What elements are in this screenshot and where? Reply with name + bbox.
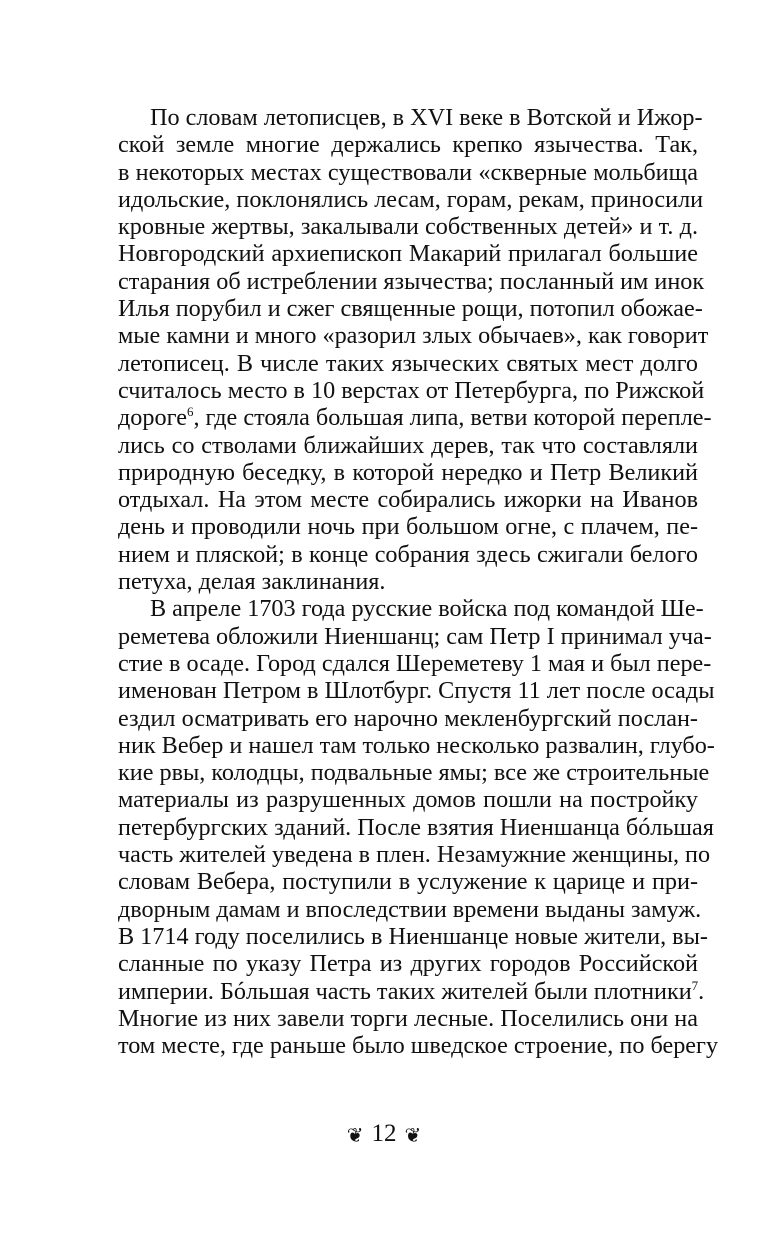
line-text: сланные по указу Петра из других городов Российской [118,950,698,978]
line-text: Многие из них завели торги лесные. Поселились они на [118,1004,698,1032]
text-line [118,322,709,350]
text-line [118,1032,719,1060]
line-text: день и проводили ночь при большом огне, с плачем, пе- [118,513,698,541]
text-line [118,677,715,705]
footnote-marker[interactable]: 7 [691,977,699,993]
text-line [118,213,698,240]
line-text: В апреле 1703 года русские войска под командой Ше- [150,595,704,623]
line-text: ездил осматривать его нарочно мекленбургский послан- [118,704,698,732]
ornament-left-icon: ❦ [346,1124,364,1147]
text-line [118,376,705,404]
text-line [118,786,698,813]
line-text: петуха, делая заклинания. [118,568,386,596]
line-text: природную беседку, в которой нередко и Петр Великий [118,458,698,486]
line-text: идольские, поклонялись лесам, горам, рекам, приносили [118,185,704,213]
text-line [118,459,698,486]
line-text: нием и пляской; в конце собрания здесь сжигали белого [118,540,698,568]
body-text [118,104,719,1060]
line-text: В 1714 году поселились в Ниеншанце новые жители, вы- [118,922,708,950]
text-line [118,267,705,295]
line-text: материалы из разрушенных домов пошли на постройку [118,786,698,814]
text-line [118,432,698,459]
line-text: летописец. В числе таких языческих святых мест долго [118,349,698,377]
text-line [118,841,711,869]
line-text: дворным дамам и впоследствии времени выданы замуж. [118,895,702,923]
text-line [118,404,712,432]
text-line [118,950,698,977]
line-text: том месте, где раньше было шведское строение, по берегу [118,1032,719,1060]
line-text: Илья порубил и сжег священные рощи, потопил обожае- [118,295,703,323]
text-line [118,240,698,267]
line-text: кровные жертвы, закалывали собственных детей» и т. д. [118,213,698,241]
text-line [118,568,698,595]
text-line [118,513,698,540]
text-line [118,131,698,158]
footnote-marker[interactable]: 6 [186,404,194,420]
line-text: часть жителей уведена в плен. Незамужние женщины, по [118,841,711,869]
line-text: отдыхал. На этом месте собирались ижорки на Иванов [118,486,698,514]
text-line [118,977,705,1005]
line-text: ник Вебер и нашел там только несколько развалин, глубо- [118,731,715,759]
page-number: 12 [371,1120,397,1147]
line-text: По словам летописцев, в XVI веке в Вотской и Ижор- [150,104,703,131]
page-footer [0,1120,768,1148]
text-line [118,595,704,623]
text-line [118,159,698,186]
text-line [118,541,698,568]
text-line [118,813,714,841]
text-line [118,1005,698,1032]
line-text: ской земле многие держались крепко язычества. Так, [118,131,698,159]
text-line [118,295,703,323]
line-text: старания об истреблении язычества; посланный им инок [118,267,705,295]
line-text-continued: . [698,977,705,1005]
text-line [118,649,712,677]
line-text: именован Петром в Шлотбург. Спустя 11 лет после осады [118,677,715,705]
text-line [118,895,702,923]
text-line [118,622,712,650]
line-text: словам Вебера, поступили в услужение к царице и при- [118,868,698,896]
line-text: считалось место в 10 верстах от Петербурга, по Рижской [118,376,705,404]
text-line [118,731,715,759]
text-line [118,350,698,377]
text-line [118,868,698,895]
text-line [118,759,710,787]
line-text: кие рвы, колодцы, подвальные ямы; все же строительные [118,759,710,787]
line-text: в некоторых местах существовали «скверные мольбища [118,158,698,186]
ornament-right-icon: ❦ [404,1124,422,1147]
text-line [118,104,703,131]
line-text: лись со стволами ближайших дерев, так что составляли [118,431,698,459]
line-text: мые камни и много «разорил злых обычаев», как говорит [118,322,709,350]
text-line [118,486,698,513]
line-text: реметева обложили Ниеншанц; сам Петр I принимал уча- [118,622,712,650]
text-line [118,705,698,732]
line-text-continued: , где стояла большая липа, ветви которой перепле- [193,404,712,432]
line-text: империи. Бóльшая часть таких жителей были плотники [118,977,692,1005]
line-text: стие в осаде. Город сдался Шереметеву 1 мая и был пере- [118,649,712,677]
line-text: дороге [118,404,187,432]
text-line [118,185,704,213]
text-line [118,922,708,950]
line-text: петербургских зданий. После взятия Ниеншанца бóльшая [118,813,714,841]
line-text: Новгородский архиепископ Макарий прилагал большие [118,240,698,268]
